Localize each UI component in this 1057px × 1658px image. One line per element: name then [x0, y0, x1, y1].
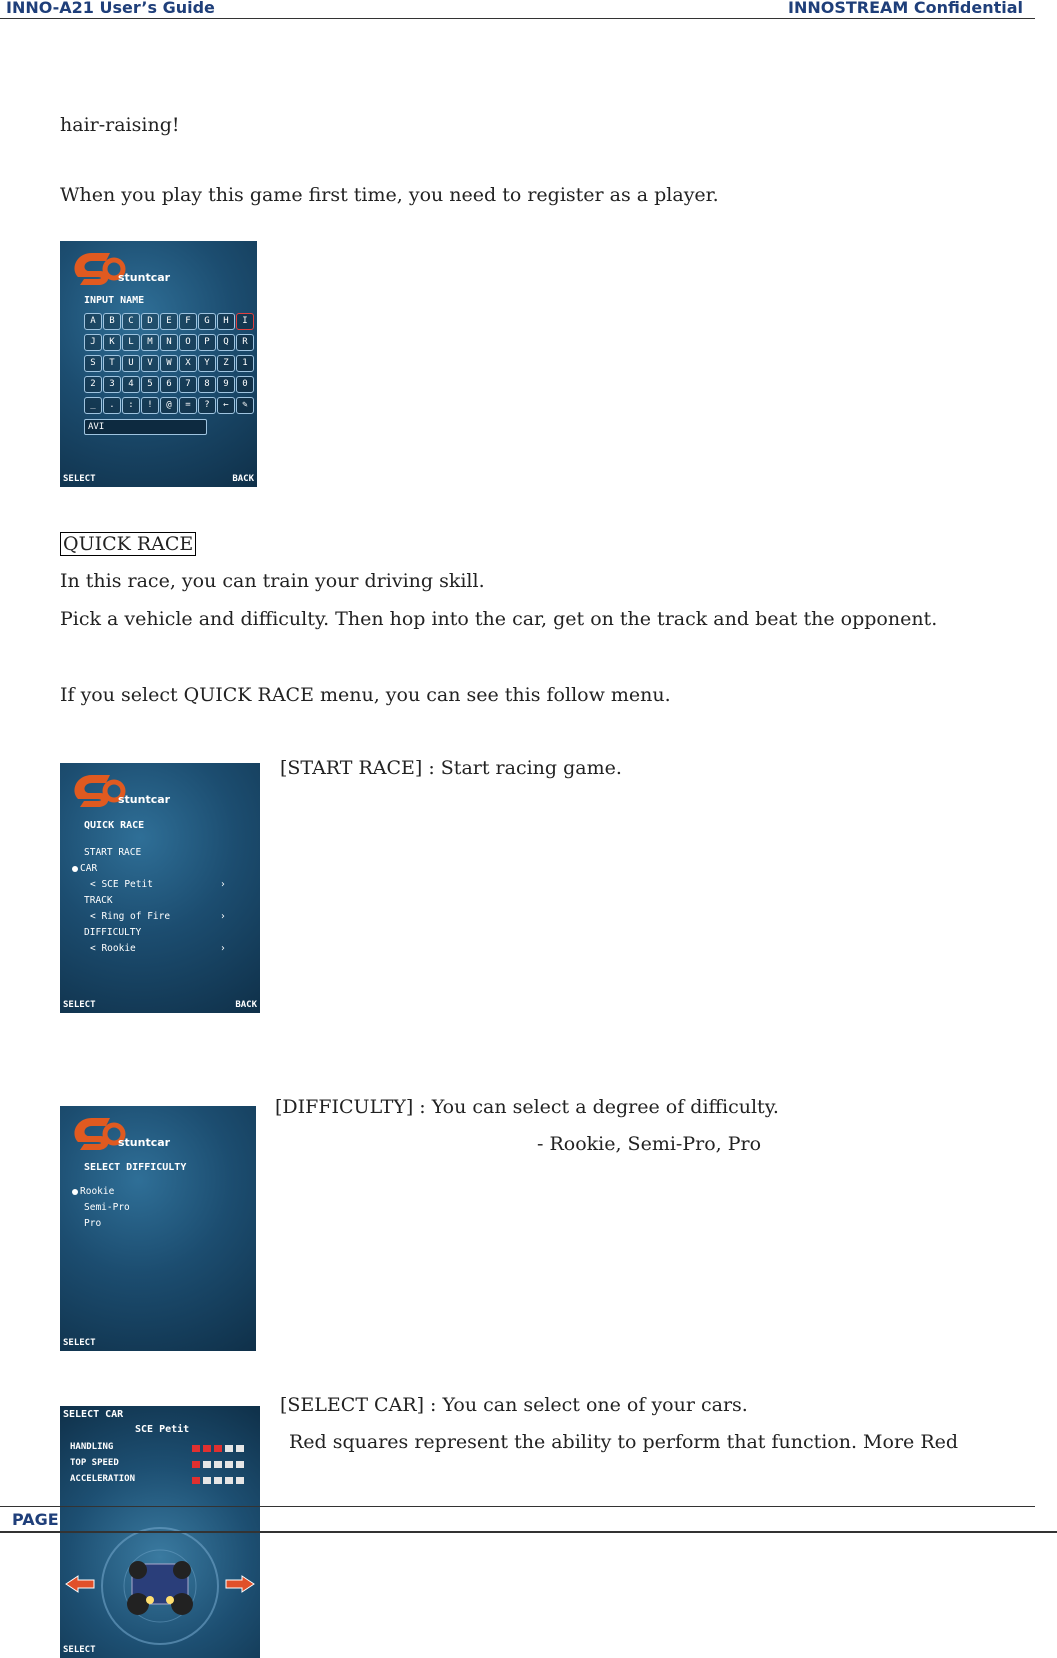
stat-square	[214, 1477, 222, 1484]
softkey-back[interactable]: BACK	[232, 474, 254, 484]
key-1-4[interactable]: N	[160, 334, 178, 351]
key-1-6[interactable]: P	[198, 334, 216, 351]
selected-dot-icon	[72, 866, 78, 872]
stat-square	[203, 1445, 211, 1452]
difficulty-title: SELECT DIFFICULTY	[84, 1162, 187, 1173]
difficulty-rookie[interactable]: Rookie	[72, 1186, 114, 1197]
footer-rule-bottom	[0, 1531, 1057, 1533]
chevron-right-icon[interactable]: ›	[220, 943, 226, 954]
desc-select-car: [SELECT CAR] : You can select one of your cars.	[280, 1394, 748, 1416]
doc-title: INNO-A21 User’s Guide	[6, 0, 215, 17]
key-3-0[interactable]: 2	[84, 376, 102, 393]
key-4-3[interactable]: !	[141, 397, 159, 414]
key-2-1[interactable]: T	[103, 355, 121, 372]
key-4-0[interactable]: _	[84, 397, 102, 414]
softkey-select[interactable]: SELECT	[63, 1645, 96, 1655]
paragraph-5: If you select QUICK RACE menu, you can see this follow menu.	[60, 684, 671, 706]
section-title	[60, 533, 196, 555]
logo-text: stuntcar	[118, 271, 171, 284]
stat-square	[225, 1461, 233, 1468]
stat-square	[203, 1477, 211, 1484]
key-0-1[interactable]: B	[103, 313, 121, 330]
paragraph-4: Pick a vehicle and difficulty. Then hop into the car, get on the track and beat the opponent.	[60, 608, 938, 630]
key-3-2[interactable]: 4	[122, 376, 140, 393]
section-title-text: QUICK RACE	[60, 532, 196, 556]
paragraph-1: hair-raising!	[60, 114, 180, 136]
key-2-4[interactable]: W	[160, 355, 178, 372]
key-1-3[interactable]: M	[141, 334, 159, 351]
confidential-label: INNOSTREAM Confidential	[788, 0, 1023, 17]
key-3-5[interactable]: 7	[179, 376, 197, 393]
logo-text: stuntcar	[118, 793, 171, 806]
stat-square	[214, 1445, 222, 1452]
menu-difficulty-value[interactable]: < Rookie ›	[90, 943, 226, 954]
softkey-select[interactable]: SELECT	[63, 1000, 96, 1010]
key-2-0[interactable]: S	[84, 355, 102, 372]
key-4-1[interactable]: .	[103, 397, 121, 414]
key-1-2[interactable]: L	[122, 334, 140, 351]
stat-label: HANDLING	[70, 1442, 114, 1452]
desc-difficulty: [DIFFICULTY] : You can select a degree of difficulty.	[275, 1096, 779, 1118]
key-2-5[interactable]: X	[179, 355, 197, 372]
stat-square	[203, 1461, 211, 1468]
stat-label: ACCELERATION	[70, 1474, 136, 1484]
key-4-8[interactable]: ✎	[236, 397, 254, 414]
arrow-left-icon[interactable]	[64, 1574, 96, 1594]
stat-square	[192, 1445, 200, 1452]
arrow-right-icon[interactable]	[224, 1574, 256, 1594]
key-3-6[interactable]: 8	[198, 376, 216, 393]
key-2-2[interactable]: U	[122, 355, 140, 372]
menu-car[interactable]: CAR	[72, 863, 97, 874]
stat-square	[236, 1461, 244, 1468]
desc-start-race: [START RACE] : Start racing game.	[280, 757, 622, 779]
page-label: PAGE	[12, 1510, 59, 1529]
key-4-7[interactable]: ←	[217, 397, 235, 414]
key-1-8[interactable]: R	[236, 334, 254, 351]
difficulty-pro[interactable]: Pro	[84, 1218, 102, 1229]
menu-car-value[interactable]: < SCE Petit ›	[90, 879, 226, 890]
select-car-title: SELECT CAR	[63, 1409, 124, 1420]
desc-red-squares: Red squares represent the ability to perform that function. More Red	[289, 1431, 959, 1453]
stat-square	[192, 1461, 200, 1468]
key-0-7[interactable]: H	[217, 313, 235, 330]
key-1-0[interactable]: J	[84, 334, 102, 351]
menu-track[interactable]: TRACK	[84, 895, 113, 906]
key-1-7[interactable]: Q	[217, 334, 235, 351]
key-0-5[interactable]: F	[179, 313, 197, 330]
menu-start-race[interactable]: START RACE	[84, 847, 142, 858]
key-4-6[interactable]: ?	[198, 397, 216, 414]
chevron-right-icon[interactable]: ›	[220, 911, 226, 922]
logo-text: stuntcar	[118, 1136, 171, 1149]
key-3-1[interactable]: 3	[103, 376, 121, 393]
stat-square	[225, 1445, 233, 1452]
stat-square	[192, 1477, 200, 1484]
key-1-1[interactable]: K	[103, 334, 121, 351]
stat-square	[214, 1461, 222, 1468]
key-4-2[interactable]: :	[122, 397, 140, 414]
quick-race-title: QUICK RACE	[84, 820, 145, 831]
car-wheel-graphic	[80, 1506, 240, 1646]
key-2-3[interactable]: V	[141, 355, 159, 372]
key-3-3[interactable]: 5	[141, 376, 159, 393]
difficulty-screen	[60, 1106, 256, 1351]
key-0-2[interactable]: C	[122, 313, 140, 330]
selected-dot-icon	[72, 1189, 78, 1195]
menu-track-value[interactable]: < Ring of Fire ›	[90, 911, 226, 922]
stat-square	[225, 1477, 233, 1484]
quick-race-screen	[60, 763, 260, 1013]
key-0-4[interactable]: E	[160, 313, 178, 330]
input-name-screen	[60, 241, 257, 487]
key-3-4[interactable]: 6	[160, 376, 178, 393]
chevron-right-icon[interactable]: ›	[220, 879, 226, 890]
softkey-select[interactable]: SELECT	[63, 474, 96, 484]
key-4-5[interactable]: =	[179, 397, 197, 414]
key-0-3[interactable]: D	[141, 313, 159, 330]
key-4-4[interactable]: @	[160, 397, 178, 414]
footer-rule	[0, 1506, 1035, 1507]
softkey-back[interactable]: BACK	[235, 1000, 257, 1010]
key-2-6[interactable]: Y	[198, 355, 216, 372]
stat-label: TOP SPEED	[70, 1458, 119, 1468]
stat-square	[236, 1445, 244, 1452]
key-2-7[interactable]: Z	[217, 355, 235, 372]
softkey-select[interactable]: SELECT	[63, 1338, 96, 1348]
key-0-6[interactable]: G	[198, 313, 216, 330]
paragraph-2: When you play this game first time, you need to register as a player.	[60, 184, 719, 206]
key-2-8[interactable]: 1	[236, 355, 254, 372]
car-name: SCE Petit	[135, 1424, 190, 1435]
input-name-title: INPUT NAME	[84, 295, 145, 306]
menu-difficulty[interactable]: DIFFICULTY	[84, 927, 142, 938]
difficulty-semi-pro[interactable]: Semi-Pro	[84, 1202, 130, 1213]
page-header	[0, 0, 1035, 19]
key-0-0[interactable]: A	[84, 313, 102, 330]
paragraph-3: In this race, you can train your driving skill.	[60, 570, 485, 592]
stat-square	[236, 1477, 244, 1484]
key-1-5[interactable]: O	[179, 334, 197, 351]
key-3-8[interactable]: 0	[236, 376, 254, 393]
desc-difficulty-options: - Rookie, Semi-Pro, Pro	[537, 1133, 762, 1155]
key-0-8[interactable]: I	[236, 313, 254, 330]
key-3-7[interactable]: 9	[217, 376, 235, 393]
name-field[interactable]: AVI	[84, 419, 207, 435]
